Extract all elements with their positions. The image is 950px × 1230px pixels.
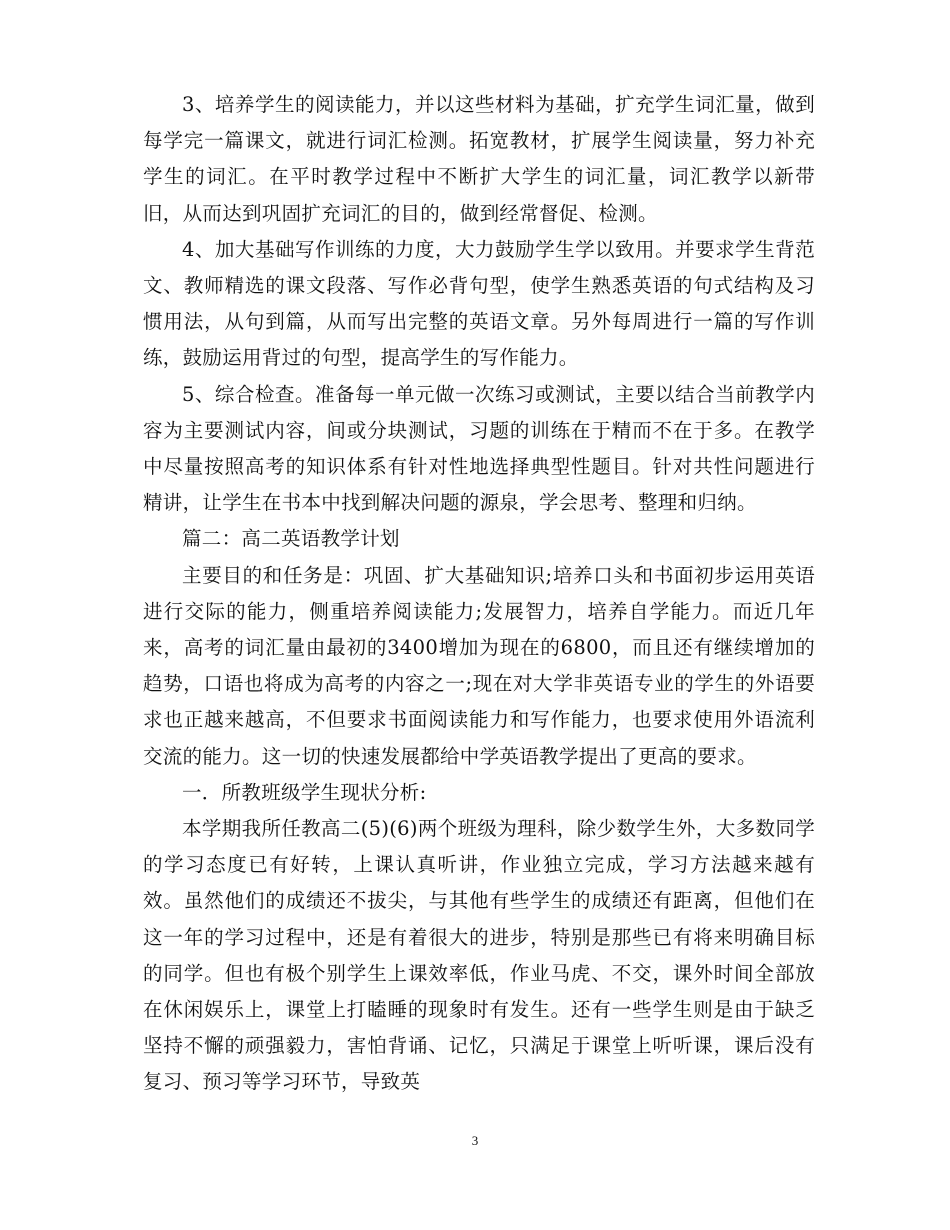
section-heading-part-two: 篇二：高二英语教学计划 [182, 527, 400, 551]
paragraph-main-goals: 主要目的和任务是：巩固、扩大基础知识;培养口头和书面初步运用英语进行交际的能力，侧重培养阅读能力;发展智力，培养自学能力。而近几年来，高考的词汇量由最初的3400增加为现在的6800，而且还有继续增加的趋势，口语也将成为高考的内容之一;现在对大学非英语专业的学生的外语要求也正越来越高，不但要求书面阅读能力和写作能力，也要求使用外语流利交流的能力。这一切的快速发展都给中学英语教学提出了更高的要求。 [143, 563, 815, 768]
paragraph-class-analysis: 本学期我所任教高二(5)(6)两个班级为理科，除少数学生外，大多数同学的学习态度已有好转，上课认真听讲，作业独立完成，学习方法越来越有效。虽然他们的成绩还不拔尖，与其他有些学生的成绩还有距离，但他们在这一年的学习过程中，还是有着很大的进步，特别是那些已有将来明确目标的同学。但也有极个别学生上课效率低，作业马虎、不交，课外时间全部放在休闲娱乐上，课堂上打瞌睡的现象时有发生。还有一些学生则是由于缺乏坚持不懈的顽强毅力，害怕背诵、记忆，只满足于课堂上听听课，课后没有复习、预习等学习环节，导致英 [143, 817, 815, 1094]
document-body [143, 87, 815, 1101]
subheading-class-analysis: 一．所教班级学生现状分析: [182, 780, 427, 804]
paragraph-item-5: 5、综合检查。准备每一单元做一次练习或测试，主要以结合当前教学内容为主要测试内容，间或分块测试，习题的训练在于精而不在于多。在教学中尽量按照高考的知识体系有针对性地选择典型性题目。针对共性问题进行精讲，让学生在书本中找到解决问题的源泉，学会思考、整理和归纳。 [143, 382, 815, 515]
paragraph-item-3: 3、培养学生的阅读能力，并以这些材料为基础，扩充学生词汇量，做到每学完一篇课文，就进行词汇检测。拓宽教材，扩展学生阅读量，努力补充学生的词汇。在平时教学过程中不断扩大学生的词汇量，词汇教学以新带旧，从而达到巩固扩充词汇的目的，做到经常督促、检测。 [143, 93, 815, 225]
page-number: 3 [471, 1133, 479, 1148]
paragraph-item-4: 4、加大基础写作训练的力度，大力鼓励学生学以致用。并要求学生背范文、教师精选的课文段落、写作必背句型，使学生熟悉英语的句式结构及习惯用法，从句到篇，从而写出完整的英语文章。另外每周进行一篇的写作训练，鼓励运用背过的句型，提高学生的写作能力。 [143, 237, 815, 370]
